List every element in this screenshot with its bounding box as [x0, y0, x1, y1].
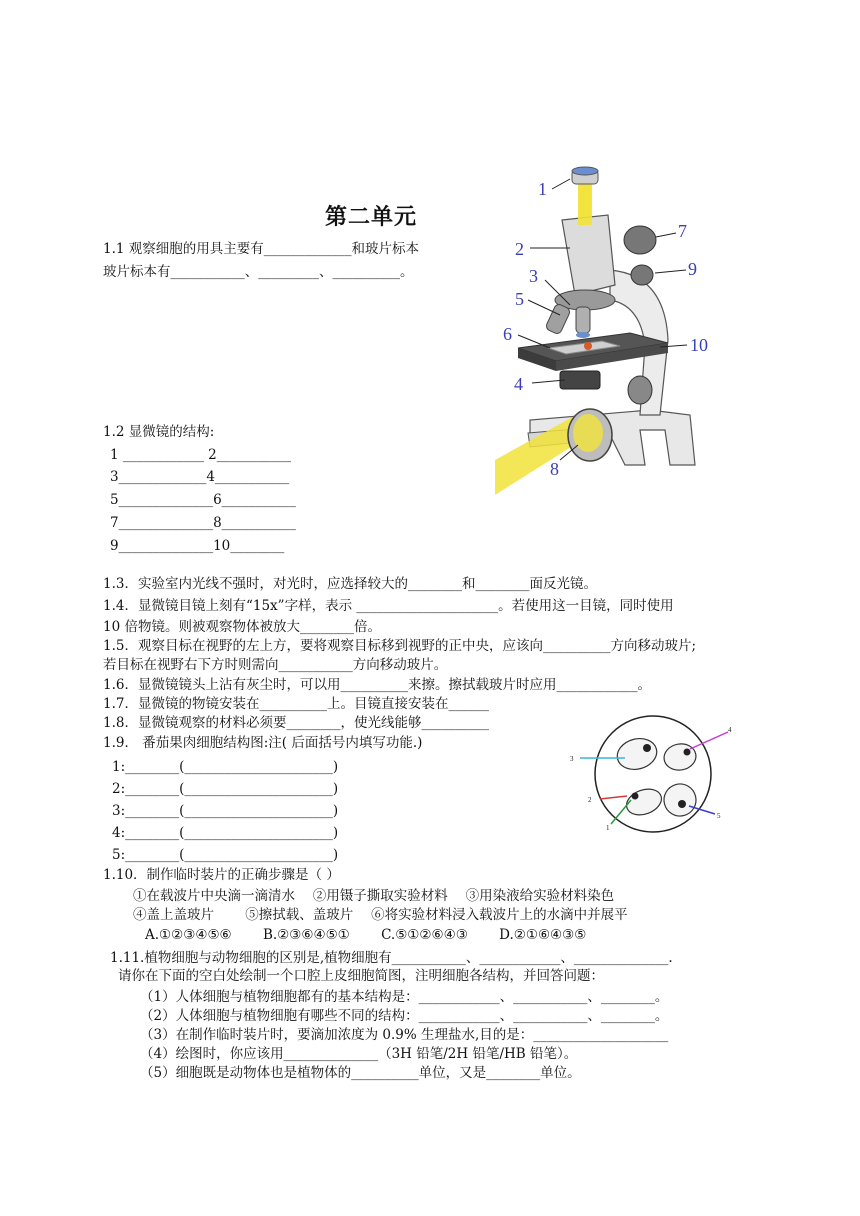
- cell-label-4: 4: [728, 726, 732, 734]
- microscope-label-3: 3: [529, 266, 538, 286]
- microscope-label-1: 1: [538, 179, 547, 199]
- q1-9-row: 3:________(______________________): [112, 803, 339, 819]
- microscope-label-9: 9: [688, 259, 697, 279]
- q1-6: 1.6．显微镜镜头上沾有灰尘时，可以用__________来擦。擦拭载玻片时应用____________。: [103, 677, 651, 693]
- q1-2-row: 7______________8___________: [110, 515, 296, 531]
- q1-7: 1.7．显微镜的物镜安装在__________上。目镜直接安装在______: [103, 696, 489, 712]
- microscope-diagram: [490, 165, 720, 500]
- q1-2-row: 3_____________4___________: [110, 469, 290, 485]
- cell-label-5: 5: [717, 812, 721, 820]
- q1-11-sub: （5）细胞既是动物体也是植物体的__________单位，又是________单位。: [140, 1065, 581, 1081]
- microscope-label-6: 6: [503, 324, 512, 344]
- microscope-label-5: 5: [515, 289, 524, 309]
- q1-10-choices: A.①②③④⑤⑥ B.②③⑥④⑤① C.⑤①②⑥④③ D.②①⑥④③⑤: [145, 927, 587, 943]
- q1-2-row: 5______________6___________: [110, 492, 296, 508]
- q1-10-options-line2: ④盖上盖玻片 ⑤擦拭载、盖玻片 ⑥将实验材料浸入载波片上的水滴中并展平: [133, 907, 628, 923]
- microscope-label-8: 8: [550, 459, 559, 479]
- q1-4-line1: 1.4．显微镜目镜上刻有“15x”字样，表示 _____________________。若使用这一目镜，同时使用: [103, 598, 674, 614]
- tomato-cell-diagram: [565, 712, 735, 837]
- q1-4-line2: 10 倍物镜。则被观察物体被放大________倍。: [103, 619, 381, 635]
- q1-11-sub: （3）在制作临时装片时，要滴加浓度为 0.9% 生理盐水,目的是：____________________: [140, 1027, 669, 1043]
- q1-2-row: 1 ____________ 2___________: [110, 447, 292, 463]
- microscope-label-4: 4: [514, 374, 523, 394]
- q1-10-stem: 1.10．制作临时装片的正确步骤是（ ）: [103, 867, 340, 883]
- q1-2-row: 9______________10________: [110, 538, 285, 554]
- q1-1-line2: 玻片标本有___________、_________、__________。: [103, 264, 414, 280]
- q1-9-heading: 1.9． 番茄果肉细胞结构图:注( 后面括号内填写功能.): [103, 735, 423, 751]
- q1-5-line1: 1.5．观察目标在视野的左上方，要将观察目标移到视野的正中央，应该向__________方向移动玻片;: [103, 638, 697, 654]
- q1-11-line2: 请你在下面的空白处绘制一个口腔上皮细胞简图，注明细胞各结构，并回答问题：: [118, 968, 604, 984]
- cell-label-2: 2: [588, 796, 592, 804]
- q1-8: 1.8．显微镜观察的材料必须要________，使光线能够__________: [103, 715, 489, 731]
- q1-5-line2: 若目标在视野右下方时则需向___________方向移动玻片。: [103, 657, 448, 673]
- q1-11-sub: （1）人体细胞与植物细胞都有的基本结构是：____________、___________、________。: [140, 989, 669, 1005]
- q1-10-options-line1: ①在载波片中央滴一滴清水 ②用镊子撕取实验材料 ③用染液给实验材料染色: [133, 888, 615, 904]
- q1-9-row: 1:________(______________________): [112, 759, 339, 775]
- cell-label-1: 1: [606, 824, 610, 832]
- cell-label-3: 3: [570, 755, 574, 763]
- microscope-label-7: 7: [678, 221, 687, 241]
- microscope-label-2: 2: [515, 239, 524, 259]
- q1-9-row: 2:________(______________________): [112, 781, 339, 797]
- q1-11-sub: （2）人体细胞与植物细胞有哪些不同的结构：____________、___________、________。: [140, 1008, 669, 1024]
- q1-2-heading: 1.2 显微镜的结构:: [103, 424, 215, 440]
- q1-9-row: 5:________(______________________): [112, 847, 339, 863]
- q1-9-row: 4:________(______________________): [112, 825, 339, 841]
- q1-3: 1.3．实验室内光线不强时，对光时，应选择较大的________和________面反光镜。: [103, 576, 597, 592]
- q1-1-line1: 1.1 观察细胞的用具主要有_____________和玻片标本: [103, 241, 420, 257]
- q1-11-line1: 1.11.植物细胞与动物细胞的区别是,植物细胞有___________、____________、______________.: [110, 950, 673, 966]
- microscope-label-10: 10: [690, 335, 708, 355]
- q1-11-sub: （4）绘图时，你应该用______________（3H 铅笔/2H 铅笔/HB 铅笔）。: [140, 1046, 578, 1062]
- page-title: 第二单元: [325, 204, 418, 230]
